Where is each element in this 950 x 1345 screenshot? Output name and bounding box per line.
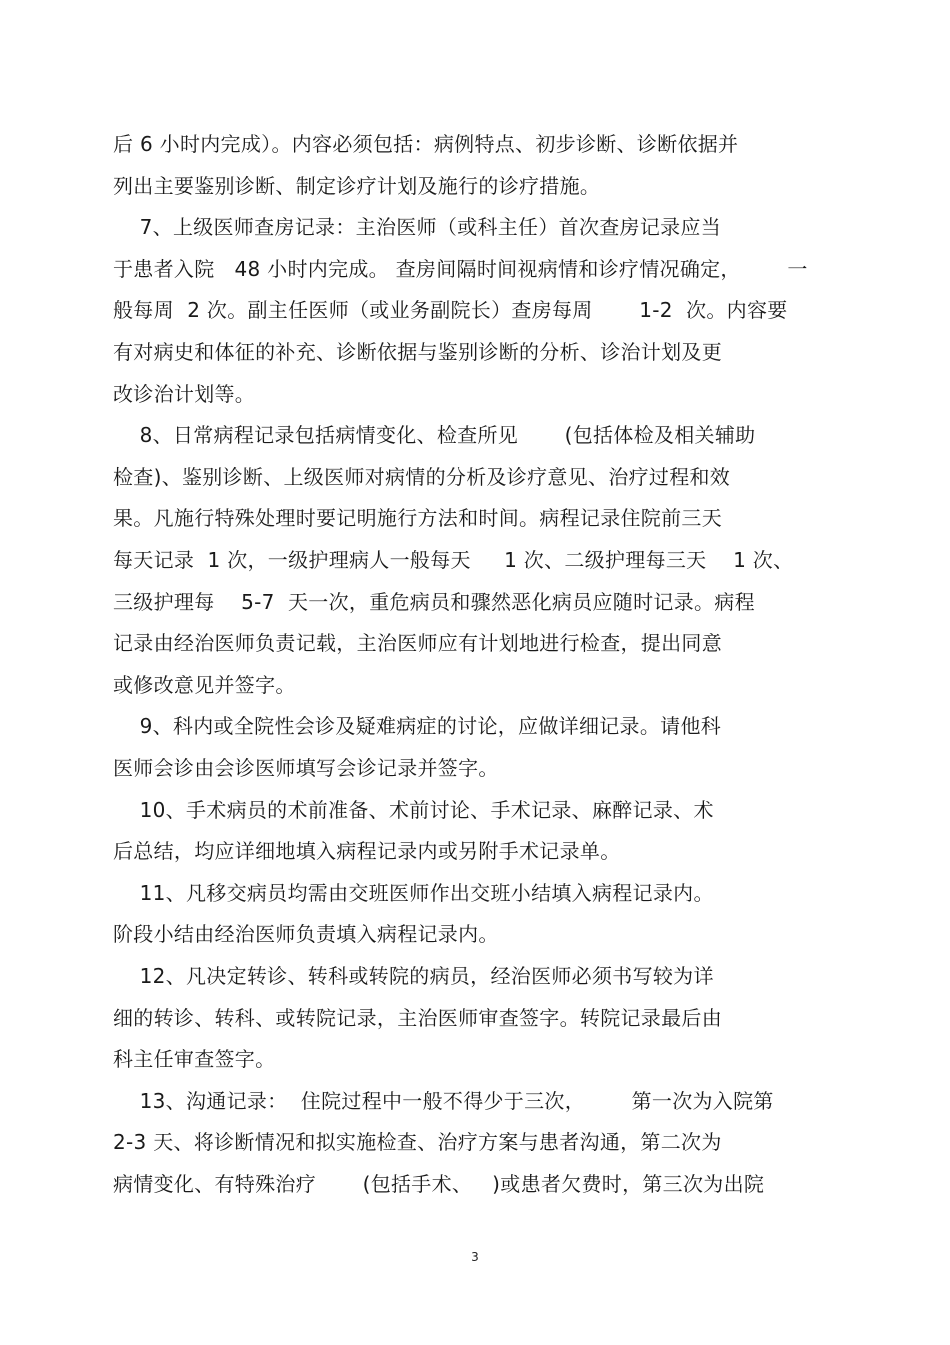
text-line: 细的转诊、转科、或转院记录，主治医师审查签字。转院记录最后由 <box>113 1006 722 1030</box>
text-line: 果。凡施行特殊处理时要记明施行方法和时间。病程记录住院前三天 <box>113 506 722 530</box>
text-line: 般每周 2 次。副主任医师（或业务副院长）查房每周 1-2 次。内容要 <box>113 298 788 322</box>
text-line: 病情变化、有特殊治疗 (包括手术、 )或患者欠费时，第三次为出院 <box>113 1172 765 1196</box>
text-line: 后总结，均应详细地填入病程记录内或另附手术记录单。 <box>113 839 621 863</box>
text-line: 阶段小结由经治医师负责填入病程记录内。 <box>113 922 499 946</box>
text-line: 10、手术病员的术前准备、术前讨论、手术记录、麻醉记录、术 <box>113 798 714 822</box>
text-line: 每天记录 1 次，一级护理病人一般每天 1 次、二级护理每三天 1 次、 <box>113 548 794 572</box>
text-line: 8、日常病程记录包括病情变化、检查所见 (包括体检及相关辅助 <box>113 423 756 447</box>
text-line: 11、凡移交病员均需由交班医师作出交班小结填入病程记录内。 <box>113 881 714 905</box>
text-line: 于患者入院 48 小时内完成。 查房间隔时间视病情和诊疗情况确定， 一 <box>113 257 808 281</box>
text-line: 后 6 小时内完成）。内容必须包括：病例特点、初步诊断、诊断依据并 <box>113 132 739 156</box>
text-line: 13、沟通记录： 住院过程中一般不得少于三次， 第一次为入院第 <box>113 1089 774 1113</box>
text-line: 医师会诊由会诊医师填写会诊记录并签字。 <box>113 756 499 780</box>
text-line: 有对病史和体征的补充、诊断依据与鉴别诊断的分析、诊治计划及更 <box>113 340 722 364</box>
text-line: 2-3 天、将诊断情况和拟实施检查、治疗方案与患者沟通，第二次为 <box>113 1130 722 1154</box>
text-line: 7、上级医师查房记录：主治医师（或科主任）首次查房记录应当 <box>113 215 722 239</box>
text-line: 科主任审查签字。 <box>113 1047 276 1071</box>
text-line: 9、科内或全院性会诊及疑难病症的讨论，应做详细记录。请他科 <box>113 714 722 738</box>
text-line: 改诊治计划等。 <box>113 382 256 406</box>
text-line: 列出主要鉴别诊断、制定诊疗计划及施行的诊疗措施。 <box>113 174 601 198</box>
page-number: 3 <box>471 1250 479 1264</box>
text-line: 12、凡决定转诊、转科或转院的病员，经治医师必须书写较为详 <box>113 964 714 988</box>
text-line: 记录由经治医师负责记载，主治医师应有计划地进行检查，提出同意 <box>113 631 722 655</box>
text-line: 三级护理每 5-7 天一次，重危病员和骤然恶化病员应随时记录。病程 <box>113 590 755 614</box>
text-line: 检查)、鉴别诊断、上级医师对病情的分析及诊疗意见、治疗过程和效 <box>113 465 731 489</box>
text-line: 或修改意见并签字。 <box>113 673 296 697</box>
